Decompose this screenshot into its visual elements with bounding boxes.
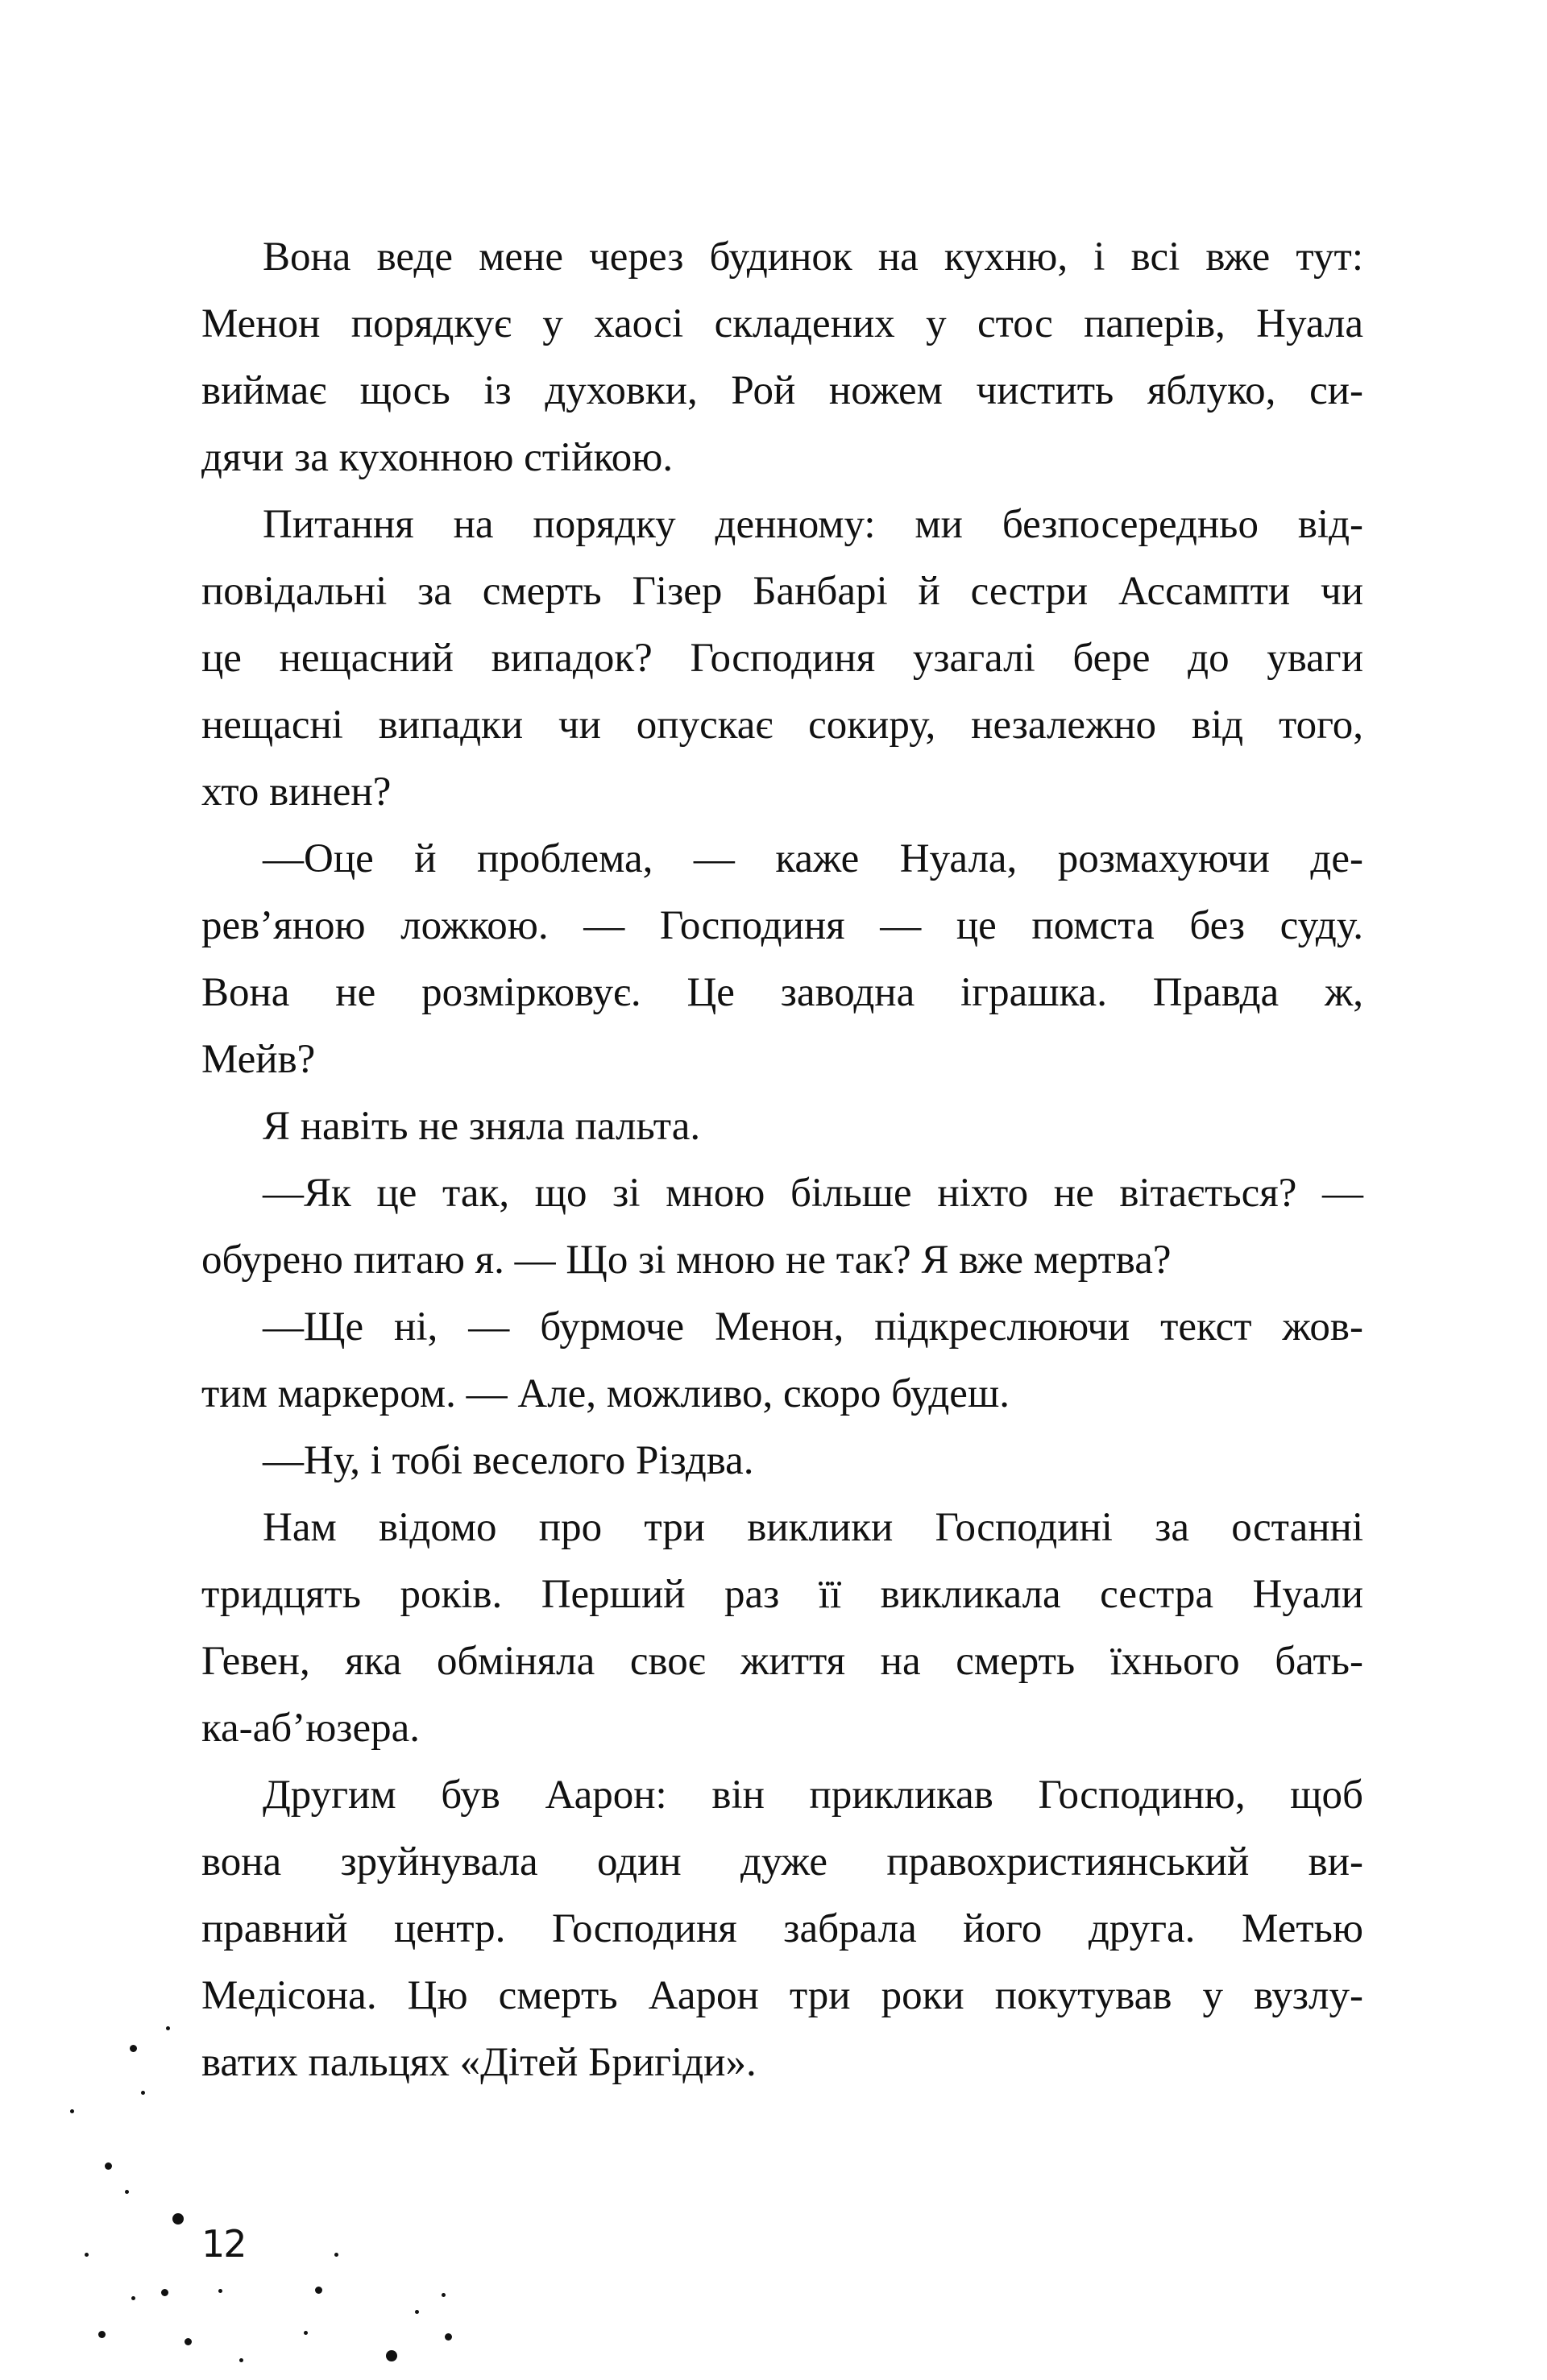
dot: [172, 2213, 184, 2225]
text-line: обурено питаю я. — Що зі мною не так? Я вже мертва?: [201, 1238, 1172, 1283]
text-line: правний центр. Господиня забрала його друга. Метью: [201, 1906, 1363, 1951]
dot: [415, 2310, 419, 2314]
dot: [85, 2253, 89, 2257]
text-line: нещасні випадки чи опускає сокиру, незалежно від того,: [201, 703, 1363, 748]
dot: [98, 2331, 106, 2338]
text-line: ка-аб’юзера.: [201, 1706, 420, 1751]
text-line: Вона веде мене через будинок на кухню, і всі вже тут:: [263, 234, 1363, 280]
text-line: Питання на порядку денному: ми безпосередньо від-: [263, 502, 1363, 547]
dot: [105, 2162, 112, 2170]
page-number: 12: [201, 2222, 246, 2266]
text-line: Другим був Аарон: він прикликав Господиню, щоб: [263, 1773, 1363, 1818]
text-line: тим маркером. — Але, можливо, скоро будеш.: [201, 1371, 1010, 1416]
dot: [218, 2289, 222, 2293]
text-line: Менон порядкує у хаосі складених у стос паперів, Нуала: [201, 301, 1363, 346]
dot: [304, 2331, 308, 2335]
text-line: виймає щось із духовки, Рой ножем чистить яблуко, си-: [201, 368, 1363, 413]
dot: [334, 2253, 338, 2257]
body-text: [201, 224, 1363, 2096]
text-line: —Як це так, що зі мною більше ніхто не вітається? —: [263, 1171, 1363, 1216]
text-line: Я навіть не зняла пальта.: [263, 1104, 701, 1149]
dot: [70, 2109, 74, 2113]
text-line: хто винен?: [201, 769, 392, 815]
dot: [125, 2190, 129, 2194]
text-line: Гевен, яка обміняла своє життя на смерть їхнього бать-: [201, 1639, 1363, 1684]
dot: [445, 2333, 452, 2341]
text-line: —Ще ні, — бурмоче Менон, підкреслюючи текст жов-: [263, 1304, 1363, 1350]
dot: [161, 2289, 168, 2296]
text-line: повідальні за смерть Гізер Банбарі й сестри Ассампти чи: [201, 569, 1363, 614]
text-line: вона зруйнувала один дуже правохристиянський ви-: [201, 1839, 1363, 1885]
text-line: рев’яною ложкою. — Господиня — це помста без суду.: [201, 903, 1363, 948]
dot: [442, 2293, 446, 2297]
dot: [185, 2338, 192, 2345]
dot: [239, 2358, 243, 2362]
text-line: це нещасний випадок? Господиня узагалі бере до уваги: [201, 636, 1363, 681]
dot: [141, 2091, 145, 2095]
text-line: —Оце й проблема, — каже Нуала, розмахуючи де-: [263, 836, 1363, 881]
dot: [166, 2026, 170, 2030]
dot: [130, 2045, 137, 2052]
dot: [315, 2287, 322, 2294]
text-line: тридцять років. Перший раз її викликала сестра Нуали: [201, 1572, 1363, 1617]
text-line: Мейв?: [201, 1037, 316, 1082]
dot: [386, 2350, 397, 2361]
text-line: —Ну, і тобі веселого Різдва.: [263, 1438, 754, 1483]
dot: [131, 2296, 135, 2300]
text-line: Вона не розмірковує. Це заводна іграшка. Правда ж,: [201, 970, 1363, 1015]
text-line: Нам відомо про три виклики Господині за останні: [263, 1505, 1363, 1550]
text-line: ватих пальцях «Дітей Бригіди».: [201, 2040, 757, 2085]
text-line: дячи за кухонною стійкою.: [201, 435, 674, 480]
text-line: Медісона. Цю смерть Аарон три роки покутував у вузлу-: [201, 1973, 1363, 2018]
